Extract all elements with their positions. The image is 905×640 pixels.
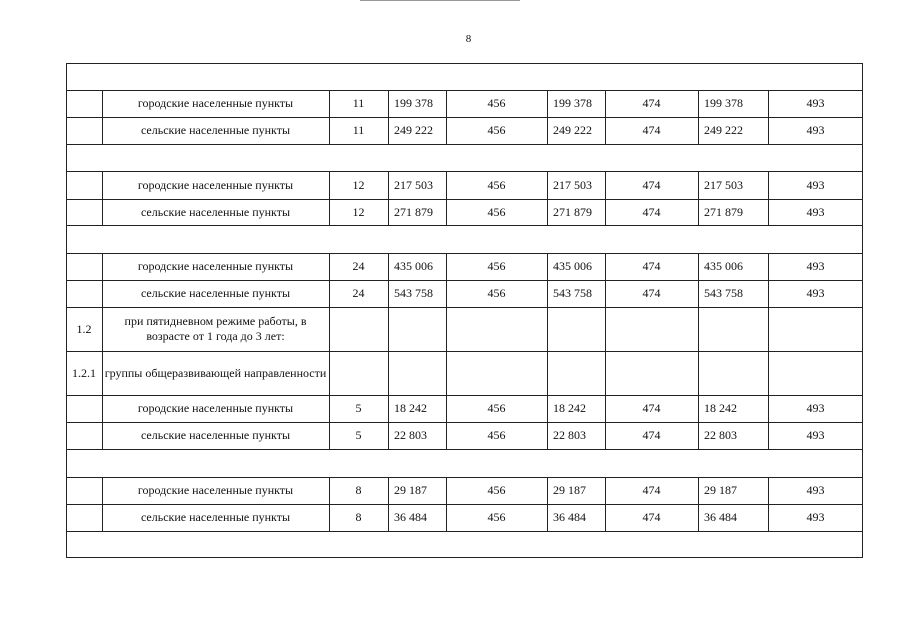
value-cell: 36 484: [394, 510, 427, 524]
value-cell: 543 758: [704, 286, 743, 300]
value-cell: 8: [355, 510, 362, 524]
settlement-type: сельские населенные пункты: [140, 286, 291, 300]
value-cell: 435 006: [394, 259, 433, 273]
value-cell: 24: [352, 259, 365, 273]
table-row-rule: [66, 144, 863, 145]
settlement-type: городские населенные пункты: [137, 96, 294, 110]
value-cell: 493: [806, 286, 825, 300]
value-cell: 543 758: [553, 286, 592, 300]
value-cell: 493: [806, 204, 825, 219]
table-row-rule: [66, 225, 863, 226]
table-col-rule: [698, 351, 699, 395]
value-cell: 493: [806, 428, 825, 442]
value-cell: 456: [487, 204, 506, 219]
value-cell: 18 242: [553, 401, 586, 415]
value-cell: 29 187: [394, 483, 427, 497]
value-cell: 493: [806, 483, 825, 497]
table-row-rule: [66, 557, 863, 558]
settlement-type: сельские населенные пункты: [140, 123, 291, 137]
value-cell: 22 803: [553, 428, 586, 442]
value-cell: 493: [806, 123, 825, 137]
table-row-rule: [66, 531, 863, 532]
section-title: при пятидневном режиме работы, в возрасте от 1 года до 3 лет:: [124, 314, 307, 343]
value-cell: 271 879: [553, 204, 592, 219]
value-cell: 217 503: [704, 177, 743, 192]
value-cell: 474: [642, 510, 661, 524]
settlement-type: городские населенные пункты: [137, 259, 294, 273]
settlement-type: городские населенные пункты: [137, 177, 294, 192]
value-cell: 456: [487, 510, 506, 524]
value-cell: 456: [487, 123, 506, 137]
table-row-rule: [66, 63, 863, 64]
section-title: группы общеразвивающей направленности: [104, 365, 327, 380]
table-row-rule: [66, 449, 863, 450]
value-cell: 249 222: [553, 123, 592, 137]
value-cell: 8: [355, 483, 362, 497]
value-cell: 543 758: [394, 286, 433, 300]
table-col-rule: [446, 307, 447, 351]
value-cell: 22 803: [704, 428, 737, 442]
table-col-rule: [547, 307, 548, 351]
value-cell: 18 242: [394, 401, 427, 415]
settlement-type: городские населенные пункты: [137, 483, 294, 497]
value-cell: 12: [352, 204, 365, 219]
value-cell: 271 879: [704, 204, 743, 219]
value-cell: 456: [487, 259, 506, 273]
value-cell: 435 006: [704, 259, 743, 273]
table-col-rule: [329, 307, 330, 351]
value-cell: 474: [642, 428, 661, 442]
table-col-rule: [446, 351, 447, 395]
tariff-table: [66, 63, 863, 558]
value-cell: 456: [487, 286, 506, 300]
value-cell: 493: [806, 510, 825, 524]
top-rule: [360, 0, 520, 1]
table-col-rule: [698, 307, 699, 351]
table-col-rule: [388, 307, 389, 351]
value-cell: 271 879: [394, 204, 433, 219]
value-cell: 474: [642, 401, 661, 415]
value-cell: 456: [487, 428, 506, 442]
value-cell: 474: [642, 259, 661, 273]
value-cell: 199 378: [704, 96, 743, 110]
value-cell: 435 006: [553, 259, 592, 273]
value-cell: 493: [806, 96, 825, 110]
settlement-type: сельские населенные пункты: [140, 428, 291, 442]
value-cell: 29 187: [553, 483, 586, 497]
table-col-rule: [547, 351, 548, 395]
value-cell: 474: [642, 96, 661, 110]
value-cell: 493: [806, 401, 825, 415]
value-cell: 11: [352, 123, 365, 137]
value-cell: 22 803: [394, 428, 427, 442]
table-col-rule: [605, 351, 606, 395]
value-cell: 199 378: [394, 96, 433, 110]
value-cell: 474: [642, 286, 661, 300]
table-col-rule: [768, 307, 769, 351]
value-cell: 18 242: [704, 401, 737, 415]
table-col-rule: [605, 307, 606, 351]
value-cell: 5: [355, 401, 362, 415]
value-cell: 12: [352, 177, 365, 192]
value-cell: 493: [806, 259, 825, 273]
value-cell: 474: [642, 483, 661, 497]
value-cell: 474: [642, 177, 661, 192]
value-cell: 11: [352, 96, 365, 110]
value-cell: 474: [642, 204, 661, 219]
table-col-rule: [768, 351, 769, 395]
table-col-rule: [388, 351, 389, 395]
value-cell: 24: [352, 286, 365, 300]
section-number: 1.2: [76, 321, 92, 336]
value-cell: 5: [355, 428, 362, 442]
page-number: 8: [465, 33, 472, 45]
settlement-type: сельские населенные пункты: [140, 204, 291, 219]
value-cell: 456: [487, 483, 506, 497]
value-cell: 493: [806, 177, 825, 192]
section-number: 1.2.1: [72, 365, 96, 380]
table-col-rule: [329, 351, 330, 395]
value-cell: 249 222: [704, 123, 743, 137]
value-cell: 217 503: [553, 177, 592, 192]
value-cell: 217 503: [394, 177, 433, 192]
value-cell: 36 484: [553, 510, 586, 524]
settlement-type: сельские населенные пункты: [140, 510, 291, 524]
value-cell: 474: [642, 123, 661, 137]
value-cell: 456: [487, 177, 506, 192]
value-cell: 29 187: [704, 483, 737, 497]
value-cell: 36 484: [704, 510, 737, 524]
value-cell: 456: [487, 401, 506, 415]
value-cell: 249 222: [394, 123, 433, 137]
settlement-type: городские населенные пункты: [137, 401, 294, 415]
value-cell: 199 378: [553, 96, 592, 110]
value-cell: 456: [487, 96, 506, 110]
